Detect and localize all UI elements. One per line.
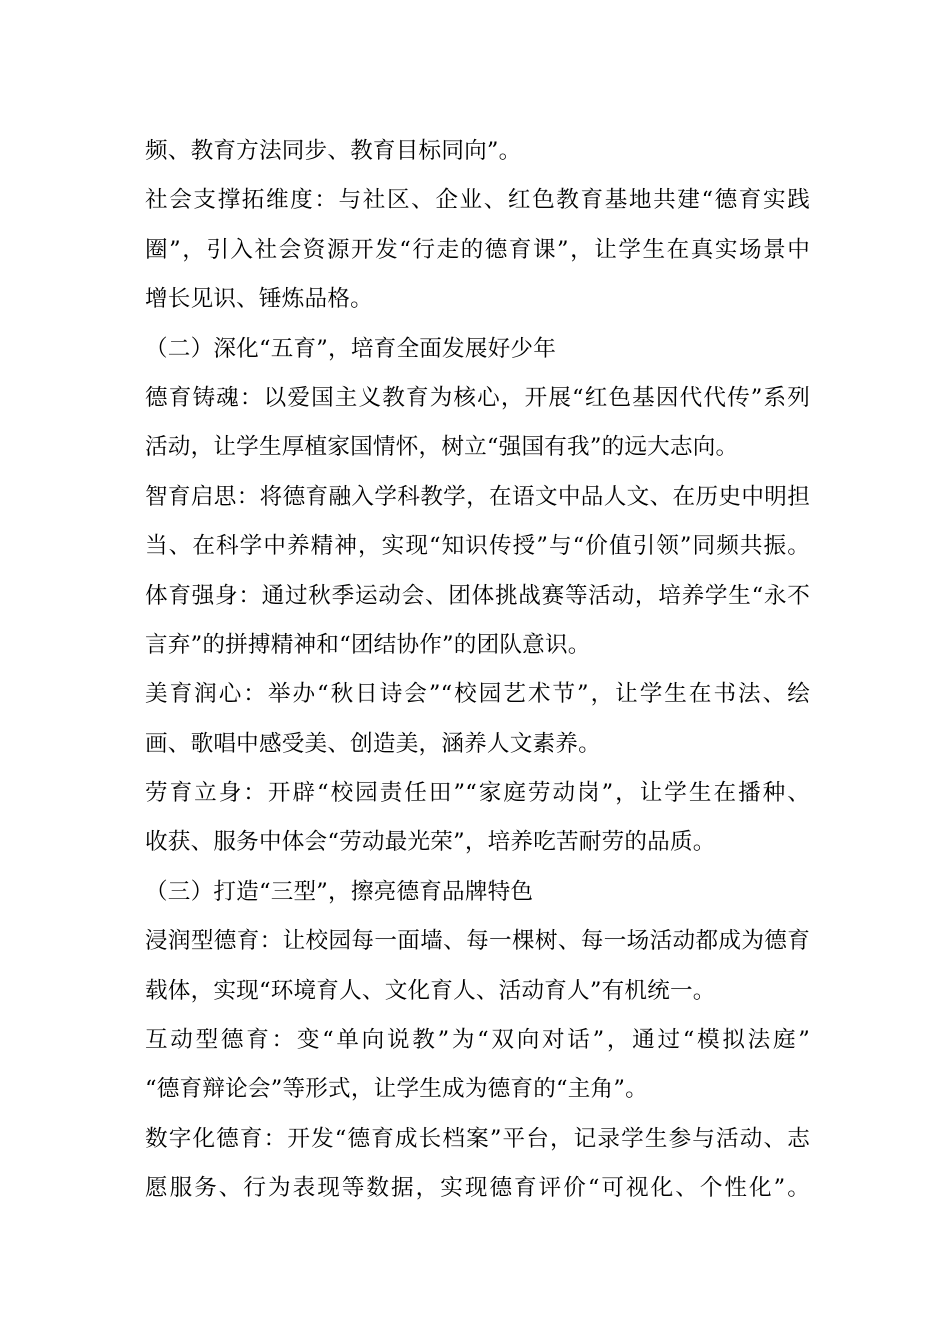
text-line: 互动型德育：变“单向说教”为“双向对话”，通过“模拟法庭” bbox=[145, 1027, 810, 1054]
text-line: 增长见识、锤炼品格。 bbox=[145, 286, 373, 313]
text-line: 载体，实现“环境育人、文化育人、活动育人”有机统一。 bbox=[145, 977, 716, 1004]
text-line: 体育强身：通过秋季运动会、团体挑战赛等活动，培养学生“永不 bbox=[145, 582, 810, 609]
text-line: 画、歌唱中感受美、创造美，涵养人文素养。 bbox=[145, 730, 601, 757]
text-line: 德育铸魂：以爱国主义教育为核心，开展“红色基因代代传”系列 bbox=[145, 384, 810, 411]
text-line: 数字化德育：开发“德育成长档案”平台，记录学生参与活动、志 bbox=[145, 1125, 810, 1152]
text-line: 浸润型德育：让校园每一面墙、每一棵树、每一场活动都成为德育 bbox=[145, 928, 810, 955]
text-line: 收获、服务中体会“劳动最光荣”，培养吃苦耐劳的品质。 bbox=[145, 829, 716, 856]
text-line: 愿服务、行为表现等数据，实现德育评价“可视化、个性化”。 bbox=[145, 1175, 810, 1202]
text-line: 活动，让学生厚植家国情怀，树立“强国有我”的远大志向。 bbox=[145, 434, 739, 461]
text-line: 美育润心：举办“秋日诗会”“校园艺术节”，让学生在书法、绘 bbox=[145, 681, 810, 708]
text-line: 劳育立身：开辟“校园责任田”“家庭劳动岗”，让学生在播种、 bbox=[145, 780, 810, 807]
text-line: “德育辩论会”等形式，让学生成为德育的“主角”。 bbox=[145, 1076, 648, 1103]
text-line: 当、在科学中养精神，实现“知识传授”与“价值引领”同频共振。 bbox=[145, 533, 810, 560]
text-line: （二）深化“五育”，培育全面发展好少年 bbox=[145, 335, 556, 362]
text-line: 言弃”的拼搏精神和“团结协作”的团队意识。 bbox=[145, 631, 591, 658]
text-line: （三）打造“三型”，擦亮德育品牌特色 bbox=[145, 878, 534, 905]
text-line: 社会支撑拓维度：与社区、企业、红色教育基地共建“德育实践 bbox=[145, 187, 810, 214]
text-line: 圈”，引入社会资源开发“行走的德育课”，让学生在真实场景中 bbox=[145, 236, 810, 263]
text-line: 智育启思：将德育融入学科教学，在语文中品人文、在历史中明担 bbox=[145, 483, 810, 510]
document-body bbox=[145, 127, 810, 1214]
text-line: 频、教育方法同步、教育目标同向”。 bbox=[145, 138, 522, 164]
